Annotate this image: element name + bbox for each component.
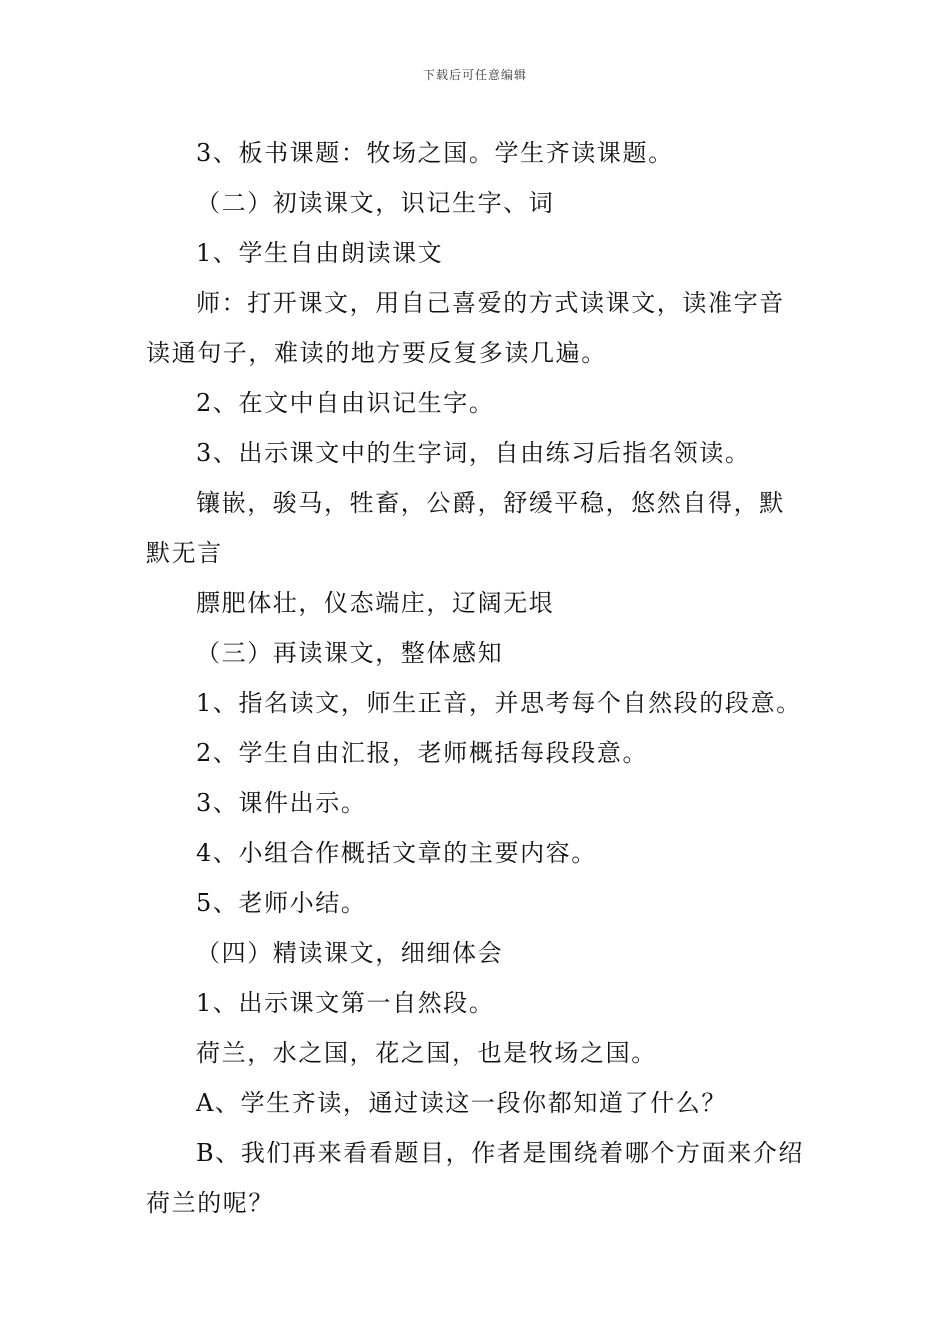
section-heading: （四）精读课文，细细体会	[196, 939, 504, 967]
page-header: 下载后可任意编辑	[422, 68, 527, 82]
paragraph: 2、学生自由汇报，老师概括每段段意。	[196, 739, 649, 767]
paragraph: A、学生齐读，通过读这一段你都知道了什么？	[196, 1089, 727, 1117]
paragraph: 2、在文中自由识记生字。	[196, 389, 495, 417]
paragraph: 4、小组合作概括文章的主要内容。	[196, 839, 597, 867]
paragraph: 5、老师小结。	[196, 889, 367, 917]
paragraph: 1、指名读文，师生正音，并思考每个自然段的段意。	[196, 689, 802, 717]
vocabulary-list: 镶嵌，骏马，牲畜，公爵，舒缓平稳，悠然自得，默默无言	[146, 489, 785, 567]
paragraph: 1、学生自由朗读课文	[196, 239, 444, 267]
document-body	[146, 128, 810, 1228]
paragraph: B、我们再来看看题目，作者是围绕着哪个方面来介绍荷兰的呢？	[146, 1139, 805, 1217]
paragraph: 师：打开课文，用自己喜爱的方式读课文，读准字音读通句子，难读的地方要反复多读几遍。	[146, 289, 785, 367]
paragraph: 3、板书课题：牧场之国。学生齐读课题。	[196, 139, 674, 167]
quoted-text: 荷兰，水之国，花之国，也是牧场之国。	[196, 1039, 657, 1067]
paragraph: 3、出示课文中的生字词，自由练习后指名领读。	[196, 439, 751, 467]
paragraph: 3、课件出示。	[196, 789, 367, 817]
section-heading: （三）再读课文，整体感知	[196, 639, 504, 667]
paragraph: 1、出示课文第一自然段。	[196, 989, 495, 1017]
section-heading: （二）初读课文，识记生字、词	[196, 189, 555, 217]
vocabulary-list: 膘肥体壮，仪态端庄，辽阔无垠	[196, 589, 555, 617]
